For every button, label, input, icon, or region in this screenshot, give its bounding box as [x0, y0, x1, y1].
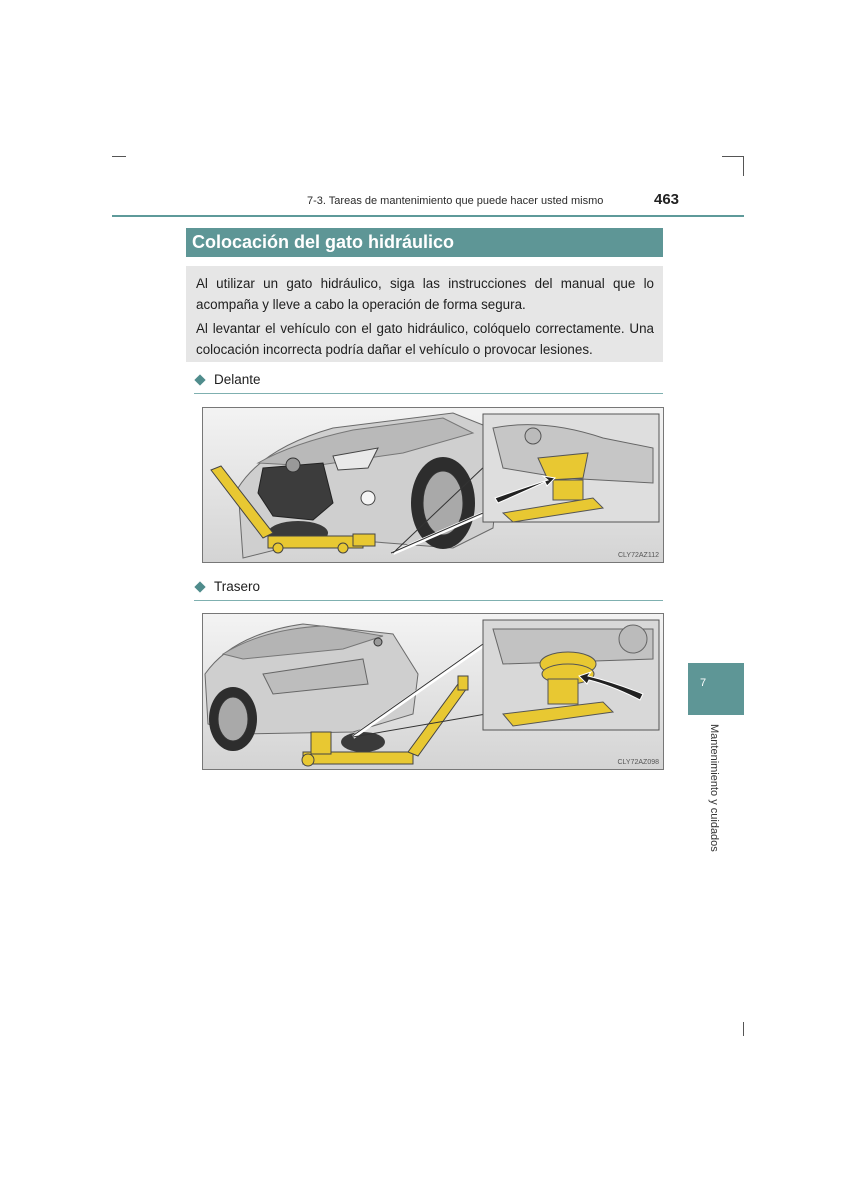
section-label-front: Delante	[214, 372, 261, 387]
section-heading-front	[194, 372, 261, 387]
chapter-number: 7	[700, 677, 707, 689]
section-heading-rear	[194, 579, 260, 594]
diamond-bullet-icon	[194, 581, 205, 592]
section-label-rear: Trasero	[214, 579, 261, 594]
figure-code-front: CLY72AZ112	[618, 552, 659, 559]
note-paragraph-2: Al levantar el vehículo con el gato hidráulico, colóquelo correctamente. Una colocación incorrecta podría dañar el vehículo o provocar lesiones.	[196, 321, 654, 357]
figure-rear-jack	[202, 613, 664, 770]
note-box	[186, 266, 663, 362]
diamond-bullet-icon	[194, 374, 205, 385]
page-number: 463	[654, 191, 680, 208]
chapter-title-vertical: Mantenimiento y cuidados	[708, 724, 720, 852]
crop-mark-top-right-h	[722, 156, 744, 157]
running-header: 7-3. Tareas de mantenimiento que puede hacer usted mismo	[307, 195, 604, 207]
front-jack-illustration	[203, 408, 663, 562]
crop-mark-bottom-right	[743, 1022, 744, 1036]
chapter-tab	[688, 663, 744, 715]
figure-code-rear: CLY72AZ098	[617, 759, 659, 766]
section-title: Colocación del gato hidráulico	[186, 228, 663, 257]
section-rule-front	[194, 393, 663, 394]
section-rule-rear	[194, 600, 663, 601]
rear-jack-illustration	[203, 614, 663, 769]
note-paragraph-1: Al utilizar un gato hidráulico, siga las instrucciones del manual que lo acompaña y lleve a cabo la operación de forma segura.	[196, 276, 654, 312]
crop-mark-top-right-v	[743, 156, 744, 176]
crop-mark-top-left	[112, 156, 126, 157]
figure-front-jack	[202, 407, 664, 563]
header-rule	[112, 215, 744, 217]
